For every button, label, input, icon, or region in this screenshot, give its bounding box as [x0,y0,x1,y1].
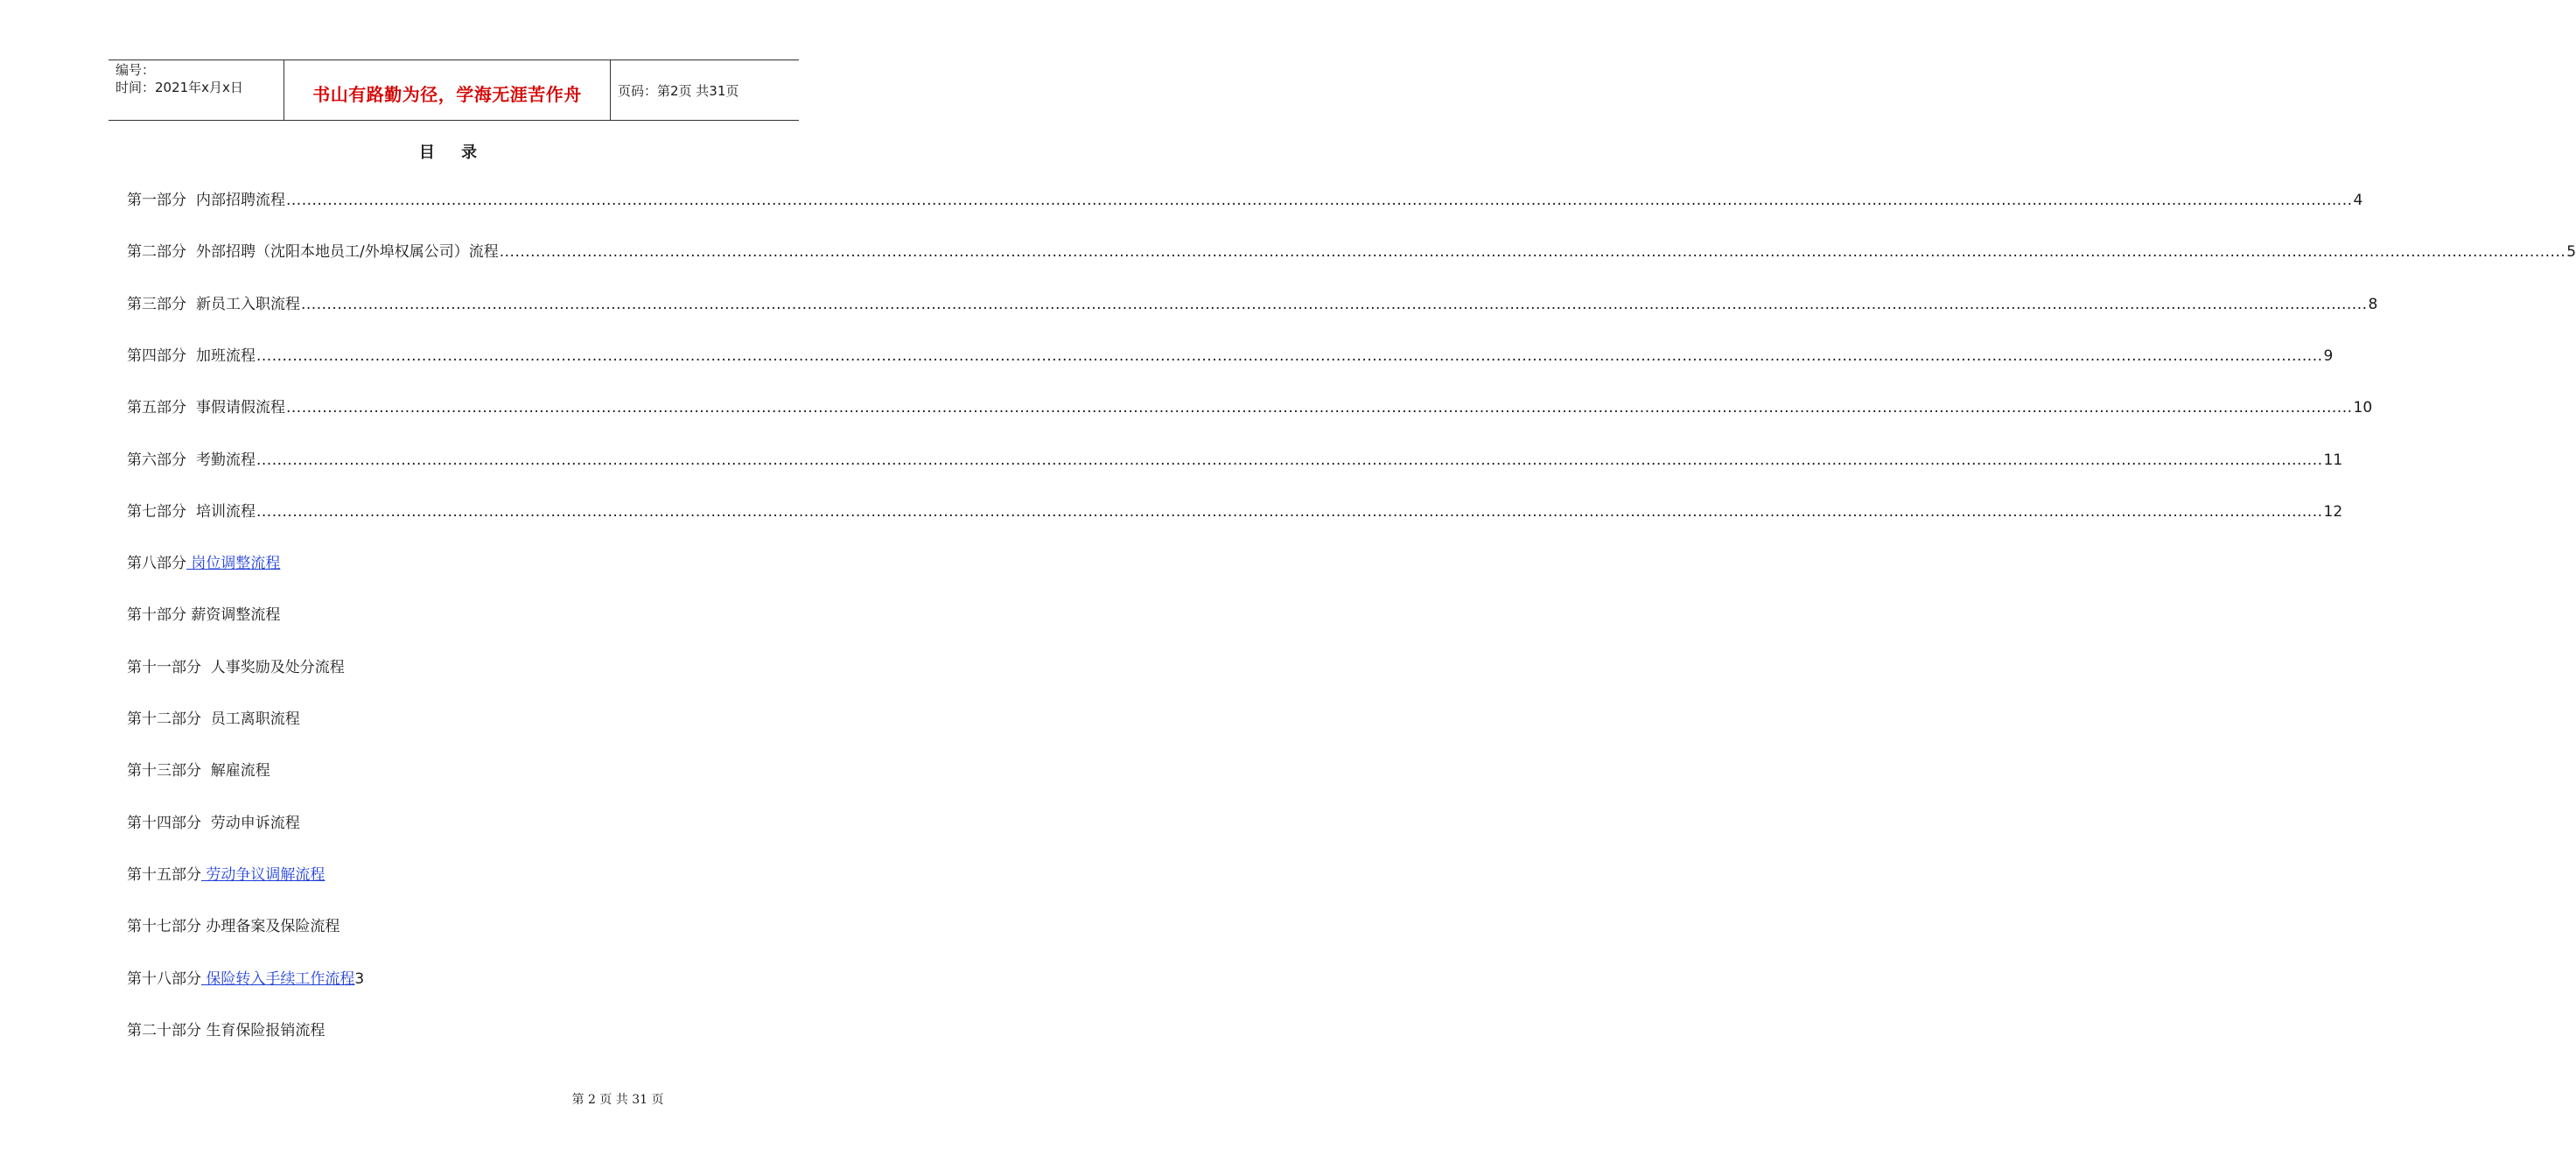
toc-entry-title: 薪资调整流程 [186,606,281,625]
toc-entry-title: 培训流程 [196,502,256,521]
toc-entry[interactable] [127,293,2378,316]
toc-entry[interactable] [127,500,2343,523]
toc-entry [127,604,770,626]
toc-entry-number: 第十八部分 [127,970,201,988]
page-info: 页码：第2页 共31页 [618,83,739,99]
toc-entry-number: 第六部分 [127,451,186,469]
toc-entry [127,1019,770,1042]
toc-entry-number: 第十五部分 [127,865,201,884]
toc-entry-title: 解雇流程 [201,762,270,780]
toc-entry-title: 新员工入职流程 [196,295,300,313]
toc-dot-leader: ................................................................................................................................................................................................................................................................................................................................................................................................................ [286,399,2353,417]
date-line: 时间：2021年x月x日 [116,80,243,95]
toc-entry[interactable] [127,241,2576,263]
toc-entry [127,656,770,679]
toc-entry-title: 办理备案及保险流程 [201,918,340,936]
toc-entry-number: 第十三部分 [127,762,201,780]
toc-entry-number: 第十二部分 [127,710,201,728]
toc-entry[interactable] [127,449,2343,472]
toc-entry-title: 劳动申诉流程 [201,814,300,832]
toc-entry [127,915,770,938]
toc-dot-leader: ................................................................................................................................................................................................................................................................................................................................................................................................................ [256,346,2323,365]
toc-title: 目 录 [418,144,488,162]
toc-entry-number: 第一部分 [127,192,186,209]
toc-entry-link[interactable]: 劳动争议调解流程 [201,865,326,884]
toc-entry-title: 员工离职流程 [201,710,300,728]
toc-entry-page: 4 [2353,192,2363,209]
toc-entry [127,812,770,835]
toc-entry-title: 加班流程 [196,346,256,365]
header-motto-cell [284,60,611,120]
toc-entry[interactable] [127,396,2373,419]
page-header [108,60,799,121]
toc-entry-page: 3 [354,970,365,988]
toc-dot-leader: ................................................................................................................................................................................................................................................................................................................................................................................................................ [256,502,2323,521]
toc-entry-number: 第三部分 [127,295,186,313]
motto: 书山有路勤为径，学海无涯苦作舟 [312,84,582,105]
serial-label: 编号： [116,62,156,78]
toc-entry-page: 8 [2368,295,2378,313]
toc-dot-leader: ................................................................................................................................................................................................................................................................................................................................................................................................................ [301,295,2368,313]
toc-entry[interactable] [127,189,2363,212]
toc-entry [127,760,770,782]
toc-entry-number: 第二十部分 [127,1021,201,1040]
toc-entry-title: 生育保险报销流程 [201,1021,326,1040]
toc-entry-page: 11 [2323,451,2343,469]
toc-entry-number: 第四部分 [127,346,186,365]
toc-entry-number: 第十一部分 [127,658,201,676]
toc-entry-title: 考勤流程 [196,451,256,469]
toc-entry-number: 第七部分 [127,502,186,521]
toc-entry[interactable] [127,864,770,886]
toc-entry-number: 第十部分 [127,606,186,625]
toc-entry-title: 事假请假流程 [196,399,285,417]
toc-entry-page: 10 [2353,399,2373,417]
toc-entry-number: 第五部分 [127,399,186,417]
toc-entry [127,708,770,731]
toc-entry[interactable] [127,345,2334,368]
toc-entry-number: 第十七部分 [127,918,201,936]
page-footer: 第 2 页 共 31 页 [571,1093,664,1107]
header-page-cell [611,60,799,120]
toc-entry-link[interactable]: 岗位调整流程 [186,555,281,573]
toc-dot-leader: ................................................................................................................................................................................................................................................................................................................................................................................................................ [256,451,2323,469]
toc-entry-link[interactable]: 保险转入手续工作流程 [201,970,355,988]
toc-entry-page: 12 [2323,502,2343,521]
toc-entry-page: 5 [2566,243,2576,262]
toc-dot-leader: ................................................................................................................................................................................................................................................................................................................................................................................................................ [499,243,2566,262]
toc-entry-number: 第十四部分 [127,814,201,832]
toc-entry[interactable] [127,968,770,990]
toc-entry-title: 内部招聘流程 [196,192,285,209]
toc-entry-title: 人事奖励及处分流程 [201,658,345,676]
toc-entry-number: 第八部分 [127,555,186,573]
toc-dot-leader: ................................................................................................................................................................................................................................................................................................................................................................................................................ [286,192,2353,209]
toc-entry-page: 9 [2323,346,2334,365]
toc-entry-title: 外部招聘（沈阳本地员工/外埠权属公司）流程 [196,243,499,262]
toc-entry[interactable] [127,552,770,575]
toc-entry-number: 第二部分 [127,243,186,262]
header-meta-cell [108,60,284,120]
